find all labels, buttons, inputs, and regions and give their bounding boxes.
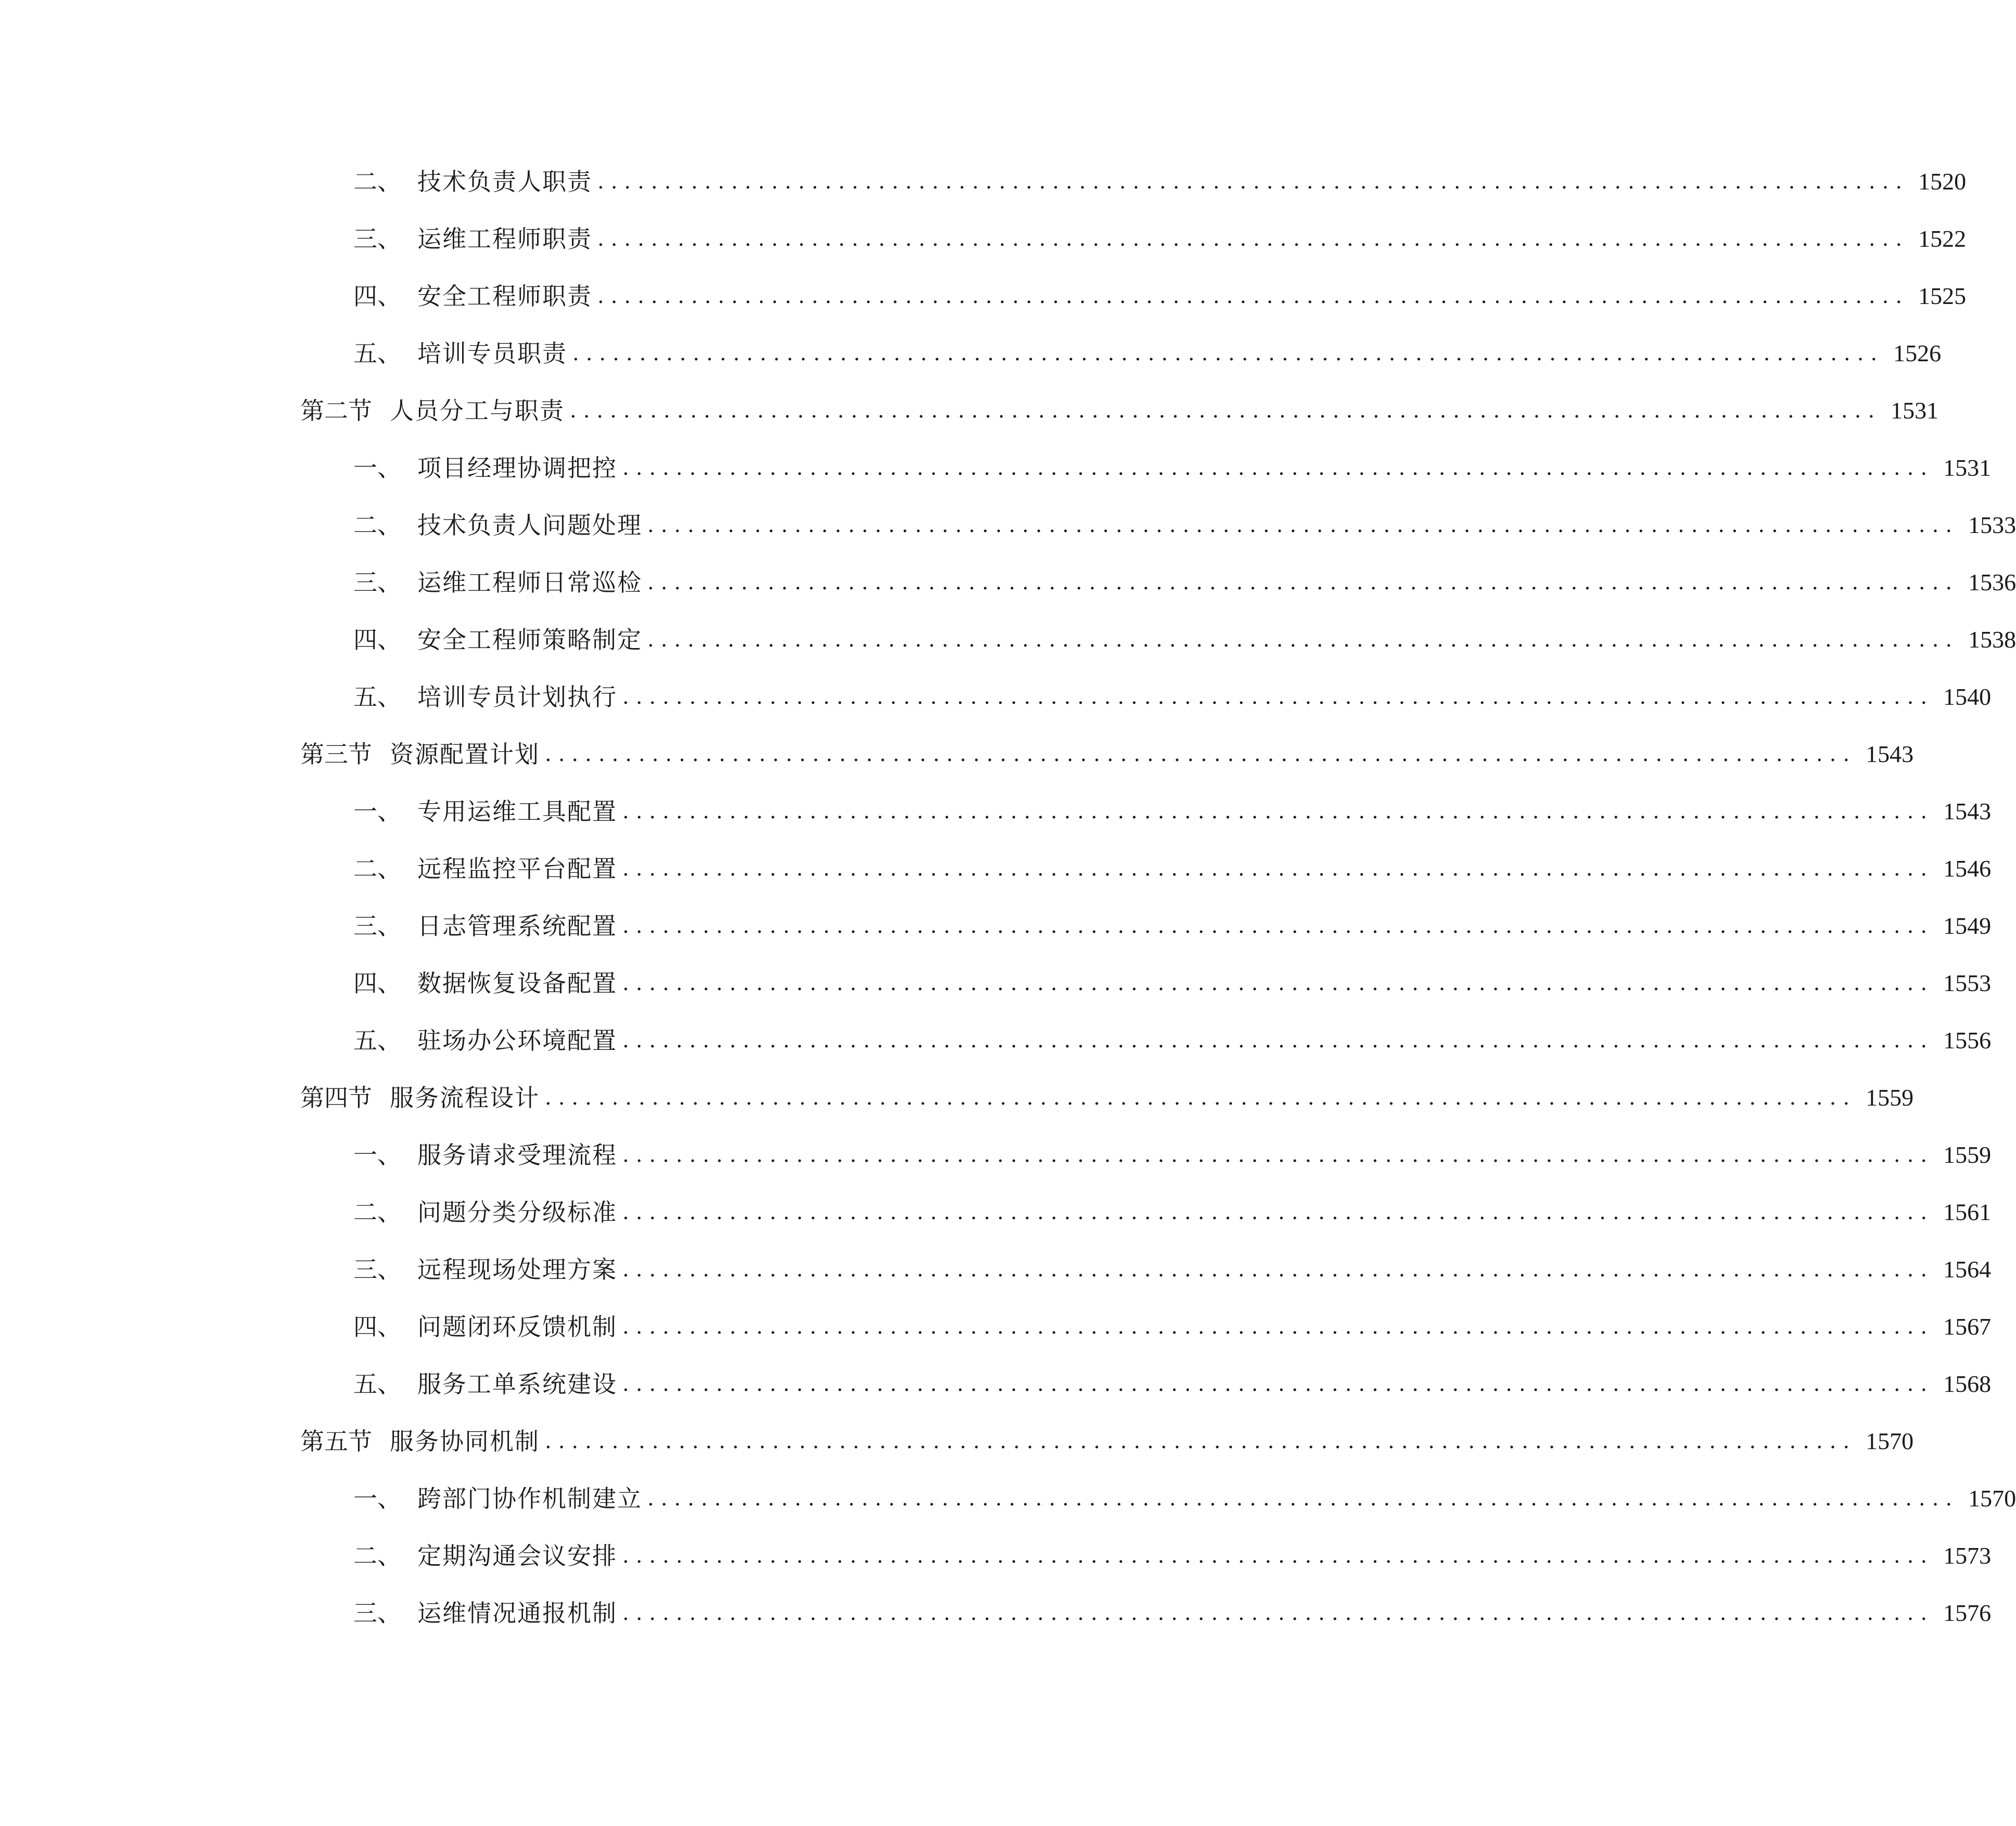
toc-entry — [353, 1134, 1992, 1176]
toc-number: 三、 — [353, 568, 401, 597]
toc-title: 驻场办公环境配置 — [417, 1026, 617, 1055]
toc-number: 二、 — [353, 168, 401, 196]
toc-entry — [353, 1363, 1992, 1405]
toc-page-number: 1559 — [1866, 1084, 1914, 1111]
toc-leader: .................................................................................................. — [622, 1029, 1934, 1053]
toc-section-entry — [300, 390, 1939, 432]
toc-leader: .................................................................................................. — [622, 1601, 1934, 1625]
toc-page-number: 1540 — [1943, 683, 1992, 710]
toc-page-number: 1570 — [1866, 1428, 1914, 1454]
toc-number: 四、 — [353, 282, 401, 310]
toc-title: 培训专员职责 — [417, 339, 567, 367]
toc-title: 远程现场处理方案 — [417, 1256, 617, 1284]
toc-title: 安全工程师职责 — [417, 282, 592, 310]
toc-page-number: 1561 — [1943, 1199, 1992, 1225]
toc-title: 跨部门协作机制建立 — [417, 1485, 642, 1513]
toc-page-number: 1526 — [1893, 340, 1942, 366]
toc-section-number: 第三节 — [300, 740, 372, 768]
toc-number: 三、 — [353, 225, 401, 253]
toc-title: 服务协同机制 — [390, 1427, 540, 1455]
toc-entry — [353, 1478, 2016, 1519]
toc-page-number: 1520 — [1918, 168, 1967, 195]
toc-entry — [353, 619, 2016, 661]
toc-leader: .................................................................................................. — [647, 628, 1959, 652]
toc-page-number: 1543 — [1943, 798, 1992, 825]
toc-number: 二、 — [353, 1542, 401, 1570]
toc-number: 二、 — [353, 855, 401, 883]
toc-leader: .................................................................................................. — [622, 800, 1934, 823]
toc-page-number: 1531 — [1943, 454, 1992, 481]
toc-leader: .................................................................................................. — [545, 1429, 1857, 1453]
toc-title: 服务工单系统建设 — [417, 1370, 617, 1398]
toc-title: 项目经理协调把控 — [417, 454, 617, 482]
toc-entry — [353, 848, 1992, 890]
toc-entry — [353, 161, 1967, 202]
toc-leader: .................................................................................................. — [647, 570, 1959, 594]
toc-page-number: 1559 — [1943, 1142, 1992, 1168]
toc-page-number: 1573 — [1943, 1542, 1992, 1569]
toc-entry — [353, 1306, 1992, 1348]
toc-title: 数据恢复设备配置 — [417, 969, 617, 997]
toc-entry — [353, 1249, 1992, 1290]
toc-title: 资源配置计划 — [390, 740, 540, 768]
toc-leader: .................................................................................................. — [622, 1372, 1934, 1396]
toc-page-number: 1549 — [1943, 912, 1992, 939]
toc-number: 五、 — [353, 1026, 401, 1055]
toc-entry — [353, 447, 1992, 489]
toc-entry — [353, 1191, 1992, 1233]
toc-page-number: 1546 — [1943, 855, 1992, 882]
toc-entry — [353, 504, 2016, 546]
toc-page-number: 1567 — [1943, 1313, 1992, 1340]
toc-title: 远程监控平台配置 — [417, 855, 617, 883]
toc-leader: .................................................................................................. — [647, 1487, 1959, 1511]
toc-title: 问题闭环反馈机制 — [417, 1313, 617, 1341]
toc-leader: .................................................................................................. — [622, 914, 1934, 938]
toc-leader: .................................................................................................. — [622, 971, 1934, 995]
toc-number: 四、 — [353, 1313, 401, 1341]
toc-title: 运维工程师职责 — [417, 225, 592, 253]
toc-title: 专用运维工具配置 — [417, 797, 617, 826]
toc-entry — [353, 1020, 1992, 1061]
toc-title: 技术负责人问题处理 — [417, 511, 642, 539]
toc-page-number: 1570 — [1968, 1485, 2016, 1512]
toc-number: 一、 — [353, 1141, 401, 1169]
toc-section-entry — [300, 1077, 1914, 1119]
toc-leader: .................................................................................................. — [545, 742, 1857, 766]
toc-leader: .................................................................................................. — [622, 1315, 1934, 1339]
toc-number: 五、 — [353, 683, 401, 711]
toc-title: 运维情况通报机制 — [417, 1599, 617, 1627]
toc-number: 二、 — [353, 1198, 401, 1226]
toc-number: 一、 — [353, 1485, 401, 1513]
toc-title: 人员分工与职责 — [390, 397, 565, 425]
toc-entry — [353, 333, 1942, 374]
toc-title: 问题分类分级标准 — [417, 1198, 617, 1226]
toc-title: 运维工程师日常巡检 — [417, 568, 642, 597]
toc-section-number: 第四节 — [300, 1084, 372, 1112]
toc-section-entry — [300, 733, 1914, 775]
toc-entry — [353, 676, 1992, 718]
toc-entry — [353, 905, 1992, 947]
toc-page-number: 1543 — [1866, 741, 1914, 767]
toc-entry — [353, 791, 1992, 832]
toc-page-number: 1538 — [1968, 626, 2016, 653]
toc-number: 三、 — [353, 912, 401, 940]
toc-entry — [353, 962, 1992, 1004]
toc-leader: .................................................................................................. — [545, 1086, 1857, 1110]
toc-title: 安全工程师策略制定 — [417, 626, 642, 654]
toc-entry — [353, 218, 1967, 260]
toc-section-number: 第二节 — [300, 397, 372, 425]
toc-number: 二、 — [353, 511, 401, 539]
toc-title: 服务请求受理流程 — [417, 1141, 617, 1169]
toc-number: 一、 — [353, 454, 401, 482]
toc-leader: .................................................................................................. — [622, 456, 1934, 480]
toc-entry — [353, 1535, 1992, 1577]
toc-leader: .................................................................................................. — [597, 170, 1909, 194]
toc-leader: .................................................................................................. — [647, 513, 1959, 537]
toc-leader: .................................................................................................. — [622, 1544, 1934, 1568]
toc-page-number: 1556 — [1943, 1027, 1992, 1054]
toc-page-number: 1533 — [1968, 512, 2016, 538]
toc-page-number: 1568 — [1943, 1371, 1992, 1397]
toc-leader: .................................................................................................. — [622, 1143, 1934, 1167]
toc-title: 日志管理系统配置 — [417, 912, 617, 940]
toc-leader: .................................................................................................. — [570, 399, 1882, 423]
toc-leader: .................................................................................................. — [622, 1200, 1934, 1224]
toc-title: 培训专员计划执行 — [417, 683, 617, 711]
toc-entry — [353, 562, 2016, 603]
toc-title: 技术负责人职责 — [417, 168, 592, 196]
toc-title: 服务流程设计 — [390, 1084, 540, 1112]
toc-title: 定期沟通会议安排 — [417, 1542, 617, 1570]
toc-number: 五、 — [353, 1370, 401, 1398]
toc-page-number: 1531 — [1891, 397, 1939, 424]
toc-leader: .................................................................................................. — [597, 227, 1909, 251]
toc-number: 三、 — [353, 1599, 401, 1627]
toc-number: 四、 — [353, 969, 401, 997]
toc-page-number: 1576 — [1943, 1600, 1992, 1626]
toc-page-number: 1564 — [1943, 1256, 1992, 1283]
toc-leader: .................................................................................................. — [572, 341, 1884, 365]
toc-page-number: 1536 — [1968, 569, 2016, 595]
toc-entry — [353, 275, 1967, 317]
toc-leader: .................................................................................................. — [622, 685, 1934, 709]
toc-section-entry — [300, 1421, 1914, 1462]
toc-entry — [353, 1592, 1992, 1634]
toc-number: 一、 — [353, 797, 401, 826]
toc-page-number: 1525 — [1918, 283, 1967, 309]
toc-number: 五、 — [353, 339, 401, 367]
toc-number: 三、 — [353, 1256, 401, 1284]
toc-leader: .................................................................................................. — [622, 857, 1934, 881]
toc-number: 四、 — [353, 626, 401, 654]
toc-section-number: 第五节 — [300, 1427, 372, 1455]
toc-page-number: 1522 — [1918, 225, 1967, 252]
toc-page-number: 1553 — [1943, 970, 1992, 996]
toc-leader: .................................................................................................. — [597, 284, 1909, 308]
toc-leader: .................................................................................................. — [622, 1258, 1934, 1282]
